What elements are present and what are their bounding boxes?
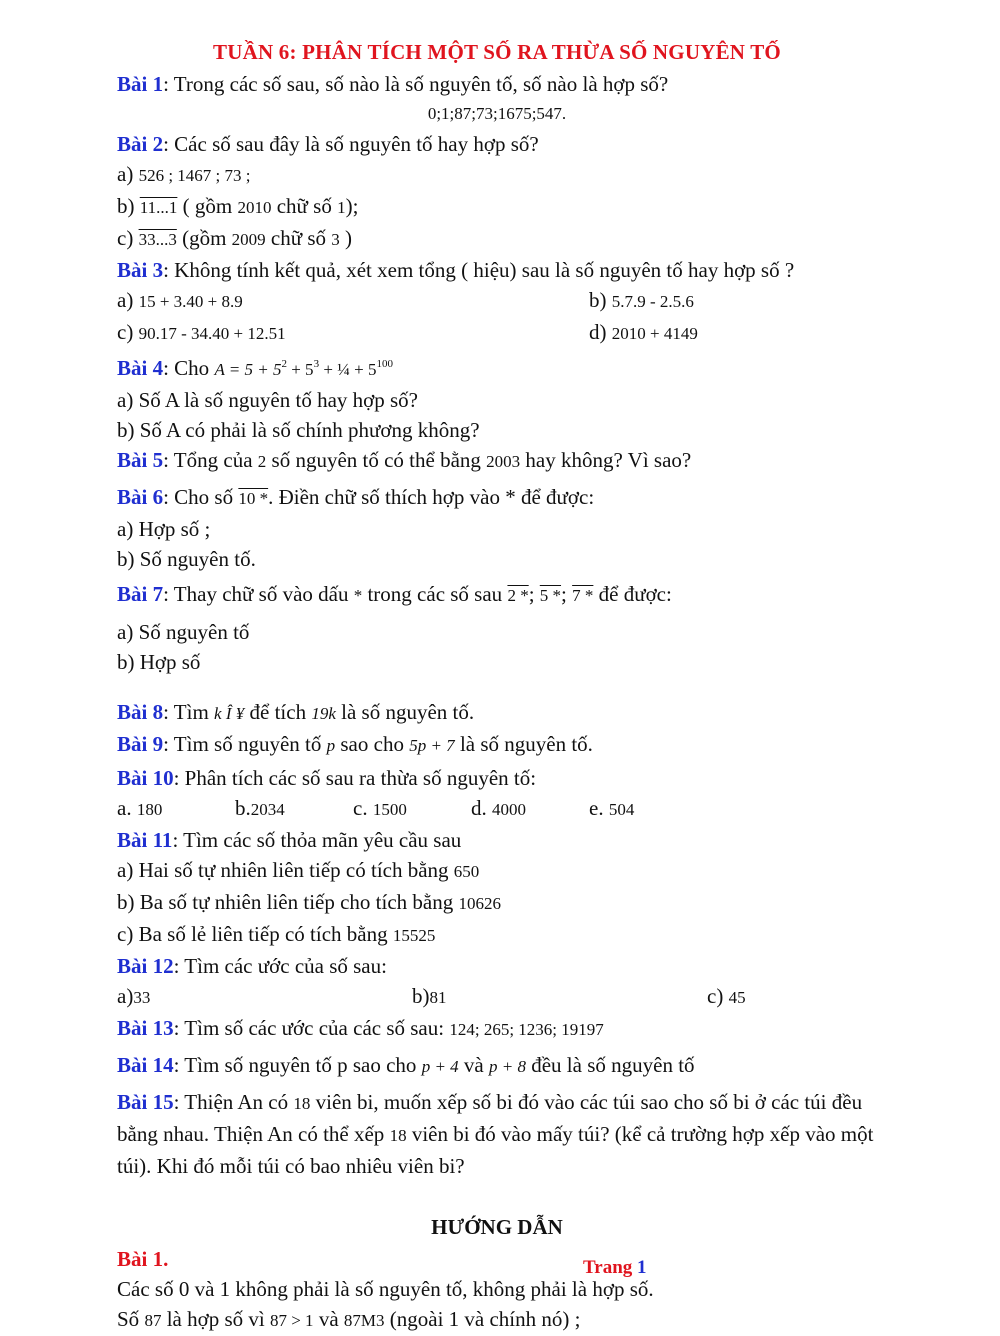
- exercise-text: là số nguyên tố.: [335, 700, 475, 724]
- number: 504: [608, 800, 635, 819]
- item-b: b) Số A có phải là số chính phương không?: [117, 418, 480, 442]
- document-body: [117, 40, 877, 1336]
- item-prefix: a): [117, 288, 139, 312]
- exercise-text: . Điền chữ số thích hợp vào * để được:: [268, 485, 595, 509]
- expression: 15 + 3.40 + 8.9: [138, 292, 243, 311]
- exercise-2: [117, 129, 877, 159]
- item-prefix: b): [117, 194, 140, 218]
- overlined-number: 10 *: [238, 489, 269, 508]
- item-prefix: c): [117, 320, 139, 344]
- exercise-label: Bài 2: [117, 132, 164, 156]
- variable: p: [326, 736, 336, 755]
- digit: 3: [331, 230, 340, 249]
- exercise-label: Bài 15: [117, 1090, 174, 1114]
- exercise-14: [117, 1050, 877, 1082]
- number: 10626: [458, 894, 501, 913]
- overlined-number: 2 *: [507, 586, 529, 605]
- number: 650: [453, 862, 480, 881]
- number: 87: [144, 1311, 162, 1330]
- item-row: [117, 793, 877, 825]
- item-c: [117, 919, 877, 951]
- formula: + 5: [286, 360, 314, 379]
- exercise-label: Bài 7: [117, 582, 164, 606]
- exercise-text: : Thay chữ số vào dấu: [163, 582, 354, 606]
- item-a: a) Số nguyên tố: [117, 620, 250, 644]
- exercise-8: [117, 697, 877, 729]
- item-b: b) Số nguyên tố.: [117, 547, 256, 571]
- exercise-4: [117, 349, 877, 385]
- number: 2: [257, 452, 267, 471]
- exercise-label: Bài 8: [117, 700, 164, 724]
- item-prefix: b): [412, 984, 430, 1008]
- exercise-text: : Tìm số nguyên tố p sao cho: [173, 1053, 422, 1077]
- exercise-text: trong các số sau: [362, 582, 508, 606]
- overlined-number: 11...1: [139, 198, 178, 217]
- exercise-label: Bài 13: [117, 1016, 174, 1040]
- number-list: 124; 265; 1236; 19197: [449, 1020, 604, 1039]
- exercise-9: [117, 729, 877, 761]
- exercise-13: [117, 1013, 877, 1045]
- digit-count: 2010: [237, 198, 272, 217]
- item-c: [117, 223, 877, 255]
- item-prefix: b): [589, 288, 612, 312]
- exercise-label: Bài 14: [117, 1053, 174, 1077]
- item-prefix: c): [707, 984, 729, 1008]
- item-prefix: a): [117, 984, 134, 1008]
- digit: 1: [337, 198, 346, 217]
- exercise-text: : Tổng của: [163, 448, 258, 472]
- guide-line: [117, 1304, 877, 1336]
- expression: 87 > 1: [269, 1311, 314, 1330]
- page-title: TUẦN 6: PHÂN TÍCH MỘT SỐ RA THỪA SỐ NGUYÊN TỐ: [213, 40, 781, 64]
- exercise-label: Bài 12: [117, 954, 174, 978]
- exercise-7: [117, 579, 877, 611]
- item-a: a) Số A là số nguyên tố hay hợp số?: [117, 388, 418, 412]
- item-text: chữ số: [271, 194, 338, 218]
- exponent: 3: [313, 358, 320, 370]
- exercise-1: [117, 69, 877, 99]
- expression: 90.17 - 34.40 + 12.51: [138, 324, 286, 343]
- exercise-label: Bài 11: [117, 828, 173, 852]
- exercise-11: [117, 825, 877, 855]
- overlined-number: 7 *: [572, 586, 594, 605]
- expression: 5.7.9 - 2.5.6: [611, 292, 694, 311]
- exercise-text: số nguyên tố có thể bằng: [266, 448, 487, 472]
- exercise-text: để được:: [593, 582, 672, 606]
- number: 81: [429, 988, 447, 1007]
- condition: k Î ¥: [214, 704, 245, 723]
- item-b: [117, 887, 877, 919]
- exercise-text: để tích: [244, 700, 312, 724]
- number: 18: [293, 1094, 311, 1113]
- exercise-text: là số nguyên tố.: [454, 732, 593, 756]
- item-prefix: c): [117, 226, 139, 250]
- item-b: b) Hợp số: [117, 650, 201, 674]
- exercise-label: Bài 3: [117, 258, 164, 282]
- guide-line: Các số 0 và 1 không phải là số nguyên tố, không phải là hợp số.: [117, 1277, 654, 1301]
- guide-text: (ngoài 1 và chính nó) ;: [384, 1307, 581, 1331]
- expression: p + 4: [421, 1057, 459, 1076]
- item-row: [117, 981, 877, 1013]
- expression: 2010 + 4149: [611, 324, 698, 343]
- spacer: [117, 677, 877, 697]
- item-text: );: [345, 194, 359, 218]
- exercise-text: : Tìm số các ước của các số sau:: [173, 1016, 450, 1040]
- digit-count: 2009: [231, 230, 266, 249]
- exercise-text: : Phân tích các số sau ra thừa số nguyên tố:: [173, 766, 537, 790]
- item-prefix: d): [589, 320, 612, 344]
- item-a: [117, 855, 877, 887]
- exercise-15: [117, 1087, 877, 1181]
- separator: ;: [561, 582, 567, 606]
- exercise-10: [117, 763, 877, 793]
- exercise-label: Bài 1: [117, 72, 164, 96]
- formula: + ¼ + 5: [319, 360, 377, 379]
- exercise-text: : Tìm các số thỏa mãn yêu cầu sau: [172, 828, 462, 852]
- item-prefix: e.: [589, 796, 609, 820]
- exercise-text: sao cho: [335, 732, 410, 756]
- item-row: [117, 317, 877, 349]
- item-text: (gồm: [176, 226, 232, 250]
- item-text: chữ số: [265, 226, 332, 250]
- exercise-text: viên bi, muốn xếp số bi đó vào các túi sao cho số bi ở các túi đều bằng nhau. Thiện An có thể xếp: [117, 1090, 863, 1146]
- item-text: a) Hai số tự nhiên liên tiếp có tích bằng: [117, 858, 454, 882]
- expression: p + 8: [489, 1057, 526, 1076]
- exercise-6: [117, 482, 877, 514]
- guide-text: và: [313, 1307, 344, 1331]
- exercise-text: : Các số sau đây là số nguyên tố hay hợp số?: [163, 132, 539, 156]
- exercise-text: và: [458, 1053, 489, 1077]
- guide-text: Số: [117, 1307, 145, 1331]
- exercise-12: [117, 951, 877, 981]
- exercise-text: viên bi đó vào mấy túi? (kể cả trường hợp xếp vào một túi). Khi đó mỗi túi có bao nhiêu viên bi?: [117, 1122, 874, 1178]
- number: 15525: [392, 926, 436, 945]
- expression: 87M3: [343, 1311, 385, 1330]
- guide-exercise-1-label: Bài 1.: [117, 1247, 169, 1271]
- exercise-label: Bài 10: [117, 766, 174, 790]
- exponent: 100: [376, 358, 393, 370]
- number: 4000: [492, 800, 526, 819]
- exercise-3: [117, 255, 877, 285]
- item-text: ( gồm: [177, 194, 238, 218]
- page-footer: [583, 1257, 647, 1279]
- exercise-text: : Không tính kết quả, xét xem tổng ( hiệu) sau là số nguyên tố hay hợp số ?: [163, 258, 795, 282]
- item-row: [117, 285, 877, 317]
- exercise-text: : Thiện An có: [173, 1090, 294, 1114]
- number: 2003: [486, 452, 521, 471]
- item-text: b) Ba số tự nhiên liên tiếp cho tích bằng: [117, 890, 459, 914]
- exercise-text: : Tìm: [163, 700, 215, 724]
- item-text: c) Ba số lẻ liên tiếp có tích bằng: [117, 922, 393, 946]
- number: 1500: [372, 800, 407, 819]
- item-a: a) Hợp số ;: [117, 517, 211, 541]
- exponent: 2: [281, 358, 287, 370]
- expression: 5p + 7: [409, 736, 455, 755]
- item-prefix: c.: [353, 796, 373, 820]
- page-label: Trang: [583, 1257, 633, 1278]
- number: 180: [136, 800, 163, 819]
- exercise-text: : Tìm số nguyên tố: [163, 732, 327, 756]
- separator: ;: [528, 582, 535, 606]
- formula: A = 5 + 5: [214, 360, 282, 379]
- item-prefix: a): [117, 162, 139, 186]
- exercise-label: Bài 5: [117, 448, 164, 472]
- spacer: [117, 1181, 877, 1211]
- exercise-label: Bài 4: [117, 356, 164, 380]
- item-a: [117, 159, 877, 191]
- overlined-number: 33...3: [138, 230, 177, 249]
- exercise-label: Bài 9: [117, 732, 164, 756]
- item-prefix: b.: [235, 796, 251, 820]
- exercise-text: : Tìm các ước của số sau:: [173, 954, 387, 978]
- item-values: 526 ; 1467 ; 73 ;: [138, 166, 251, 185]
- exercise-text: : Cho: [163, 356, 215, 380]
- number: 33: [133, 988, 151, 1007]
- number-list: 0;1;87;73;1675;547.: [427, 104, 567, 123]
- exercise-5: [117, 445, 877, 477]
- item-text: ): [339, 226, 353, 250]
- item-b: [117, 191, 877, 223]
- star-symbol: *: [353, 586, 363, 605]
- item-prefix: d.: [471, 796, 492, 820]
- guide-heading: HƯỚNG DẪN: [431, 1215, 563, 1239]
- exercise-text: : Cho số: [163, 485, 239, 509]
- number: 45: [728, 988, 746, 1007]
- product: 19k: [311, 704, 336, 723]
- page-number: 1: [637, 1257, 647, 1278]
- guide-text: là hợp số vì: [161, 1307, 270, 1331]
- overlined-number: 5 *: [539, 586, 562, 605]
- number: 2034: [250, 800, 285, 819]
- item-prefix: a.: [117, 796, 137, 820]
- exercise-label: Bài 6: [117, 485, 164, 509]
- number: 18: [389, 1126, 407, 1145]
- exercise-text: hay không? Vì sao?: [520, 448, 692, 472]
- exercise-text: : Trong các số sau, số nào là số nguyên tố, số nào là hợp số?: [163, 72, 669, 96]
- exercise-text: đều là số nguyên tố: [525, 1053, 695, 1077]
